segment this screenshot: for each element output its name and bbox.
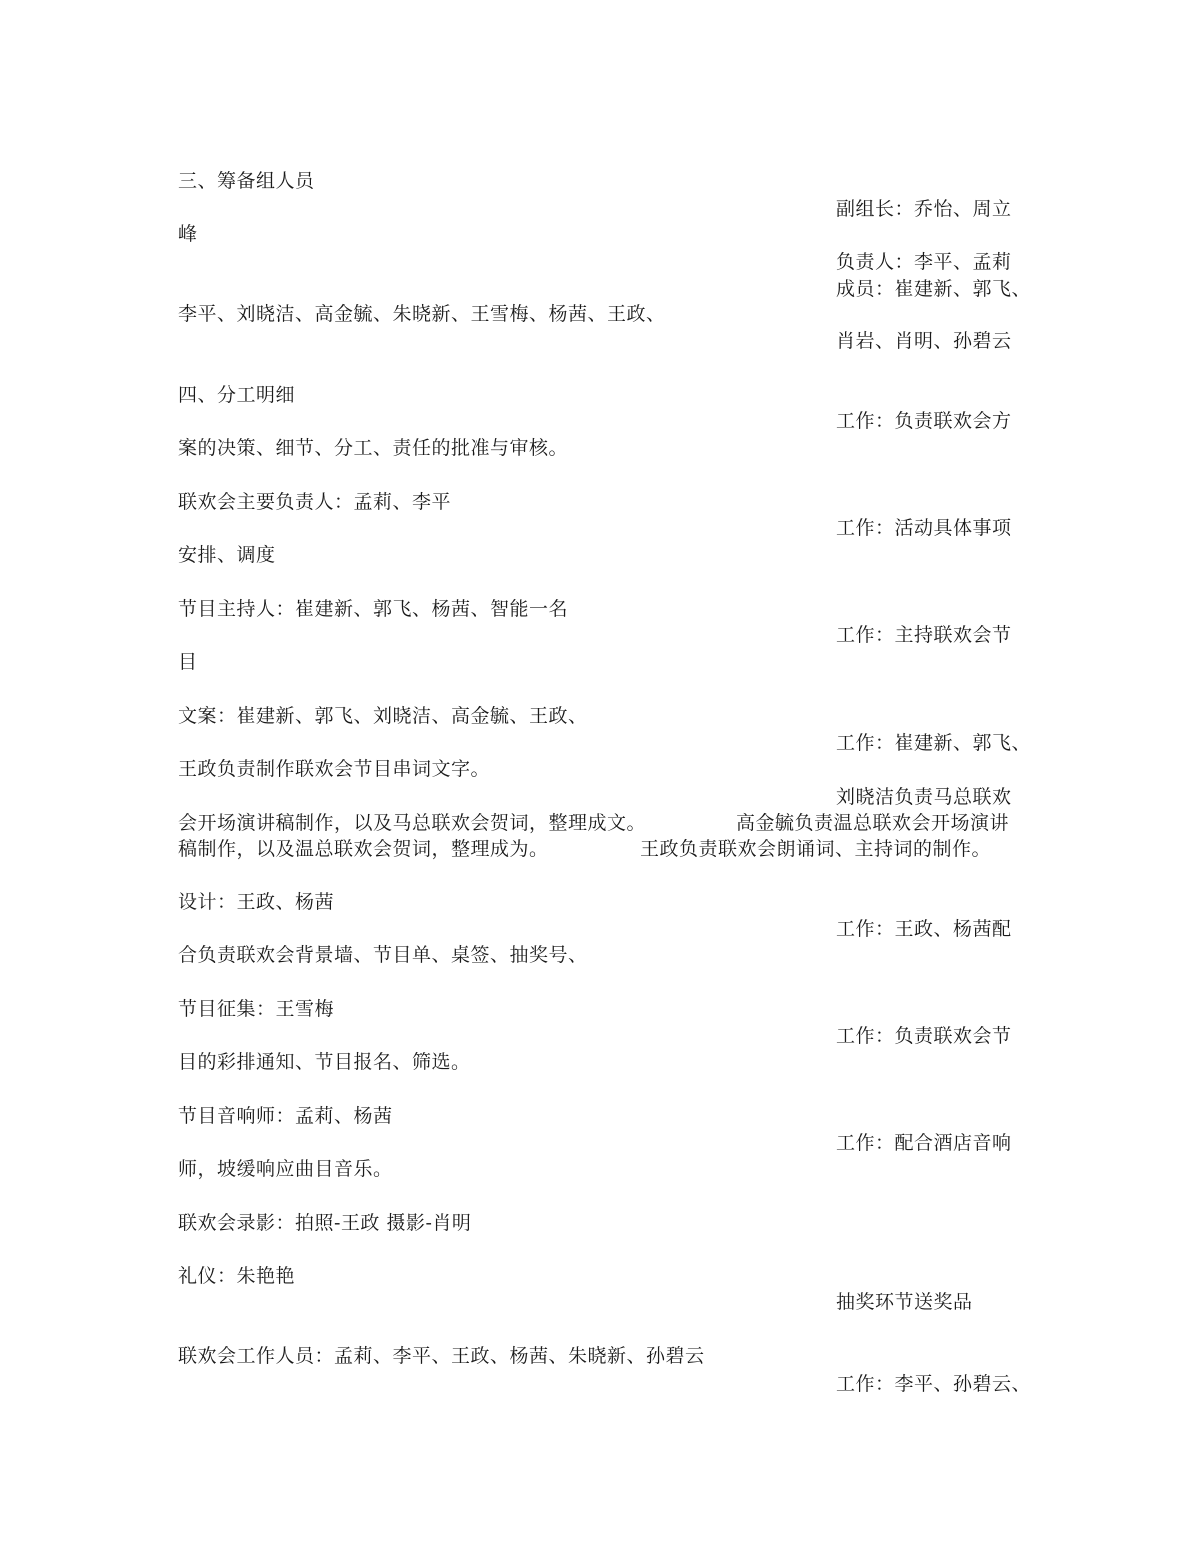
text-line: 李平、刘晓洁、高金毓、朱晓新、王雪梅、杨茜、王政、 <box>178 303 666 325</box>
text-line: 王政负责制作联欢会节目串词文字。 <box>178 758 491 780</box>
text-line: 峰 <box>178 223 198 245</box>
text-line: 礼仪：朱艳艳 <box>178 1265 296 1287</box>
text-line: 节目音响师：孟莉、杨茜 <box>178 1105 393 1127</box>
text-line: 工作：负责联欢会方 <box>836 410 1012 432</box>
section-heading: 四、分工明细 <box>178 384 296 406</box>
text-line: 工作：主持联欢会节 <box>836 624 1012 646</box>
text-line: 负责人：李平、孟莉 <box>836 251 1012 273</box>
text-line: 肖岩、肖明、孙碧云 <box>836 330 1012 352</box>
text-line: 工作：王政、杨茜配 <box>836 918 1012 940</box>
text-line: 工作：活动具体事项 <box>836 517 1012 539</box>
text-line: 稿制作，以及温总联欢会贺词，整理成为。 <box>178 838 549 860</box>
section-heading: 三、筹备组人员 <box>178 170 315 192</box>
text-line: 节目主持人：崔建新、郭飞、杨茜、智能一名 <box>178 598 569 620</box>
text-line: 抽奖环节送奖品 <box>836 1291 973 1313</box>
text-line: 文案：崔建新、郭飞、刘晓洁、高金毓、王政、 <box>178 705 588 727</box>
text-line: 工作：李平、孙碧云、 <box>836 1373 1032 1395</box>
text-line: 高金毓负责温总联欢会开场演讲 <box>736 812 1010 834</box>
text-line: 副组长：乔怡、周立 <box>836 198 1012 220</box>
text-line: 成员：崔建新、郭飞、 <box>836 278 1032 300</box>
text-line: 目 <box>178 651 198 673</box>
text-line: 合负责联欢会背景墙、节目单、桌签、抽奖号、 <box>178 944 588 966</box>
text-line: 安排、调度 <box>178 544 276 566</box>
text-line: 工作：崔建新、郭飞、 <box>836 732 1032 754</box>
text-line: 目的彩排通知、节目报名、筛选。 <box>178 1051 471 1073</box>
text-line: 师，坡缓响应曲目音乐。 <box>178 1158 393 1180</box>
text-line: 联欢会工作人员：孟莉、李平、王政、杨茜、朱晓新、孙碧云 <box>178 1345 705 1367</box>
text-line: 工作：负责联欢会节 <box>836 1025 1012 1047</box>
text-line: 会开场演讲稿制作，以及马总联欢会贺词，整理成文。 <box>178 812 647 834</box>
text-line: 联欢会录影：拍照-王政 摄影-肖明 <box>178 1212 472 1234</box>
text-line: 节目征集：王雪梅 <box>178 998 335 1020</box>
text-line: 设计：王政、杨茜 <box>178 891 335 913</box>
text-line: 联欢会主要负责人：孟莉、李平 <box>178 491 452 513</box>
text-line: 王政负责联欢会朗诵词、主持词的制作。 <box>640 838 992 860</box>
text-line: 工作：配合酒店音响 <box>836 1132 1012 1154</box>
text-line: 刘晓洁负责马总联欢 <box>836 786 1012 808</box>
text-line: 案的决策、细节、分工、责任的批准与审核。 <box>178 437 569 459</box>
